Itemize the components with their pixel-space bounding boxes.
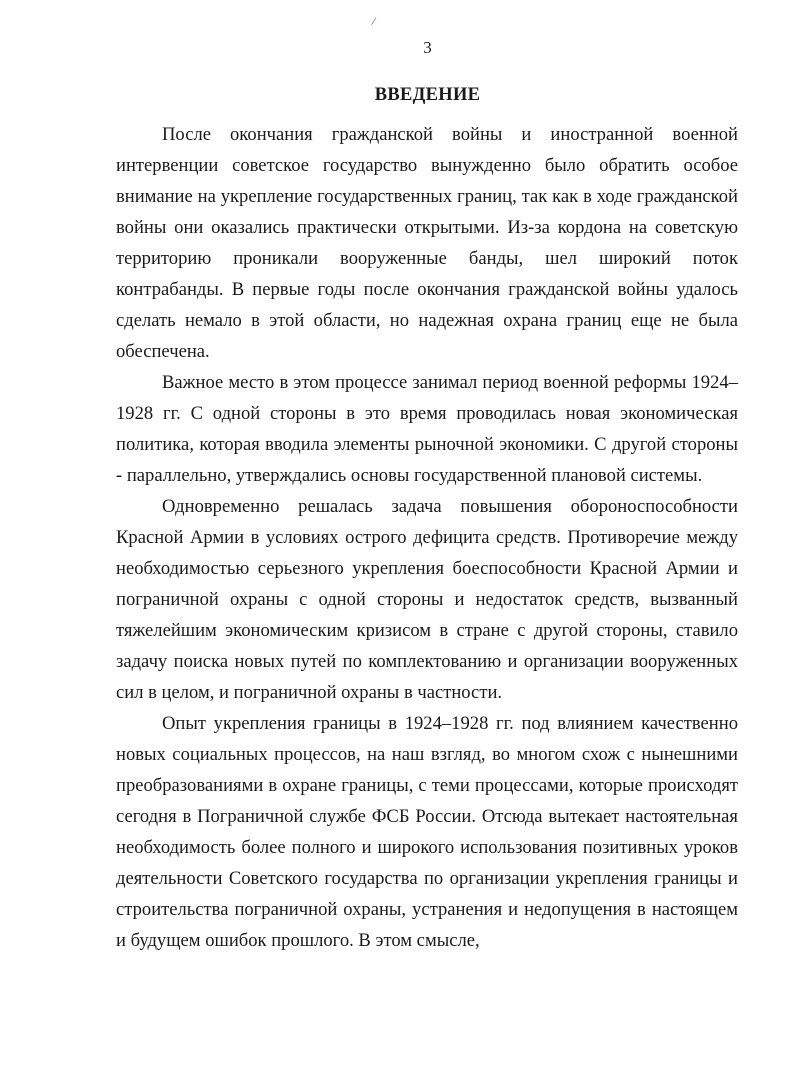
paragraph-1: После окончания гражданской войны и иностранной военной интервенции советское государство вынужденно было обратить особое внимание на укрепление государственных границ, так как в ходе гражданской войны они оказались практически открытыми. Из-за кордона на советскую территорию проникали вооруженные банды, шел широкий поток контрабанды. В первые годы после окончания гражданской войны удалось сделать немало в этой области, но надежная охрана границ еще не была обеспечена. — [116, 124, 738, 362]
section-heading: ВВЕДЕНИЕ — [374, 85, 481, 105]
paragraph-4: Опыт укрепления границы в 1924–1928 гг. под влиянием качественно новых социальных процессов, на наш взгляд, во многом схож с нынешними преобразованиями в охране границы, с теми процессами, которые происходят сегодня в Пограничной службе ФСБ России. Отсюда вытекает настоятельная необходимость более полного и широкого использования позитивных уроков деятельности Советского государства по организации укрепления границы и строительства пограничной охраны, устранения и недопущения в настоящем и будущем ошибок прошлого. В этом смысле, — [116, 713, 738, 951]
scan-mark: / — [370, 13, 378, 29]
page-number: 3 — [423, 38, 432, 57]
paragraph-3: Одновременно решалась задача повышения обороноспособности Красной Армии в условиях острого дефицита средств. Противоречие между необходимостью серьезного укрепления боеспособности Красной Армии и пограничной охраны с одной стороны и недостаток средств, вызванный тяжелейшим экономическим кризисом в стране с другой стороны, ставило задачу поиска новых путей по комплектованию и организации вооруженных сил в целом, и пограничной охраны в частности. — [116, 496, 738, 703]
body-text — [116, 119, 738, 956]
paragraph-2: Важное место в этом процессе занимал период военной реформы 1924–1928 гг. С одной стороны в это время проводилась новая экономическая политика, которая вводила элементы рыночной экономики. С другой стороны - параллельно, утверждались основы государственной плановой системы. — [116, 372, 738, 486]
